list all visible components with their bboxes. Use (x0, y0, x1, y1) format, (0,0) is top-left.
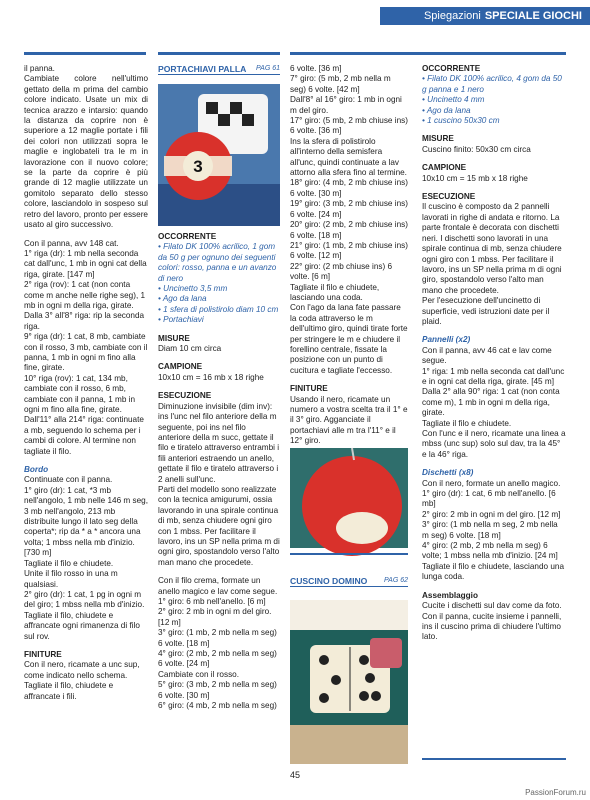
text: 1° giro (dr): 1 cat, *3 mb nell'angolo, 1 mb nelle 146 m seg, 3 mb nell'angolo, 213 mb distribuite lungo il lato seg della coperta*; rip da * a * ancora una volta; 1 mbss nella mb d'inizio. [730 m] (24, 485, 148, 558)
text: Tagliate il filo e chiudete. (24, 558, 114, 568)
text: Per l'esecuzione dell'uncinetto di superficie, vedi istruzioni date per il plaid. (422, 296, 550, 326)
text: 22° giro: (2 mb chiuse ins) 6 volte. [6 m] (290, 261, 393, 282)
section-title: CUSCINO DOMINO (290, 576, 368, 586)
material-item: • Filato DK 100% acrilico, 1 gom da 50 g per ognuno dei seguenti colori: rosso, panna e un avanzo di nero (158, 242, 277, 283)
heading-misure: MISURE (158, 333, 190, 343)
text: Tagliate il filo e chiudete. (422, 418, 512, 428)
text: Cambiate con il rosso. (158, 669, 239, 679)
photo-ball-closeup (290, 448, 408, 548)
text: Con il filo crema, formate un anello magico e lav come segue. (158, 576, 278, 596)
text: Continuate con il panna. (24, 475, 113, 485)
material-item: • 1 cuscino 50x30 cm (422, 116, 500, 126)
text: il panna. (24, 64, 55, 73)
text: Tagliate il filo e chiudete, lasciando una coda. (290, 282, 380, 302)
bottom-rule (422, 758, 566, 760)
material-item: • Filato DK 100% acrilico, 4 gom da 50 g panna e 1 nero (422, 74, 562, 94)
text: 19° giro: (3 mb, 2 mb chiuse ins) 6 volte. [24 m] (290, 199, 408, 219)
text: Diam 10 cm circa (158, 344, 222, 354)
text: 2° giro: 2 mb in ogni m del giro. [12 m] (422, 509, 561, 519)
material-item: • Uncinetto 4 mm (422, 95, 485, 105)
text: Il cuscino è composto da 2 pannelli lavorati in righe di andata e ritorno. La parte frontale è decorata con dischetti neri. I dischetti sono lavorati in una spirale continua di mb, senza chiudere ogni giro con 1 mbss. Per facilitare il lavoro, ins un SP nella prima m di ogni giro, spostandolo verso l'alto man mano che procedete. (422, 202, 562, 295)
heading-esecuzione: ESECUZIONE (158, 391, 212, 401)
text: 7° giro: (5 mb, 2 mb nella m seg) 6 volte. [42 m] (290, 74, 391, 94)
text: 6° giro: (4 mb, 2 mb nella m seg) (158, 701, 277, 711)
section-portachiavi (158, 64, 280, 75)
top-rule-mid (158, 52, 280, 55)
text: 3° giro: (1 mb nella m seg, 2 mb nella m seg) 6 volte. [18 m] (422, 520, 558, 540)
text: Con il nero, formate un anello magico. (422, 478, 561, 488)
heading-campione: CAMPIONE (158, 362, 203, 372)
heading-occorrente: OCCORRENTE (158, 232, 217, 241)
heading-campione: CAMPIONE (422, 163, 467, 173)
photo-ball-keychain (158, 84, 280, 226)
ball-number: 3 (193, 157, 203, 176)
text: 5° giro: (3 mb, 2 mb nella m seg) 6 volte. [30 m] (158, 680, 277, 700)
material-item: • 1 sfera di polistirolo diam 10 cm (158, 304, 279, 314)
page-ref: PAG 61 (256, 65, 280, 72)
text: 10° riga (rov): 1 cat, 134 mb, cambiate con il rosso, 6 mb, cambiate con il panna, 1 mb in ogni m fino alla fine, girate. (24, 373, 136, 414)
text: 17° giro: (5 mb, 2 mb chiuse ins) 6 volte. [36 m] (290, 116, 408, 136)
subheading-pannelli: Pannelli (x2) (422, 335, 471, 345)
text: 10x10 cm = 15 mb x 18 righe (422, 173, 528, 183)
page-ref: PAG 62 (384, 577, 408, 584)
subheading-bordo: Bordo (24, 465, 49, 475)
text: Con il nero, ricamate a unc sup, come indicato nello schema. Tagliate il filo, chiudete e affrancate i fili. (24, 660, 140, 701)
heading-misure: MISURE (422, 134, 454, 144)
text: Dalla 2° alla 90° riga: 1 cat (non conta come m), 1 mb in ogni m della riga, girate. (422, 387, 560, 418)
text: Ins la sfera di polistirolo all'interno della semisfera all'unc, quindi continuate a lav attorno alla sfera fino al termine. (290, 136, 407, 178)
heading-assemblaggio: Assemblaggio (422, 590, 478, 600)
page-number: 45 (289, 770, 300, 780)
text: 1° giro: 6 mb nell'anello. [6 m] (158, 597, 266, 606)
material-item: • Uncinetto 3,5 mm (158, 284, 228, 294)
text: 20° giro: (2 mb, 2 mb chiuse ins) 6 volte. [18 m] (290, 220, 408, 240)
banner-section: Spiegazioni (423, 10, 481, 22)
column-2-body (158, 232, 280, 762)
ball-closeup-svg (290, 448, 408, 548)
text: 4° giro: (2 mb, 2 mb nella m seg) 6 volte. [24 m] (158, 649, 277, 669)
top-rule-right (290, 52, 566, 55)
heading-finiture: FINITURE (290, 384, 328, 394)
material-item: • Portachiavi (158, 315, 204, 325)
text: Dalla 3° all'8° riga: rip la seconda riga. (24, 311, 145, 331)
text: Con il panna, avv 148 cat. (24, 238, 119, 248)
material-item: • Ago da lana (422, 105, 471, 115)
banner-title: SPECIALE GIOCHI (484, 10, 582, 22)
text: 18° giro: (4 mb, 2 mb chiuse ins) 6 volte. [30 m] (290, 178, 408, 198)
text: 2° riga (rov): 1 cat (non conta come m anche nelle righe seg), 1 mb in ogni m della riga, girate. (24, 280, 146, 310)
section-cuscino-domino (290, 576, 408, 587)
text: Diminuzione invisibile (dim inv): ins l'unc nel filo anteriore della m seguente, poi ins nel filo anteriore della m succ, gettate il filo e tiratelo attraverso entrambi i fili anteriori estraendo un anello, gettate il filo e tiratelo attraverso i 2 anelli sull'unc. (158, 401, 280, 484)
text: Cambiate colore nell'ultimo gettato della m prima del cambio colore indicato. Usate un mix di tecnica arazzo e intarsio: quando la distanza da coprire non è superiore a 12 maglie portate i fili dei colori non utilizzati sopra le maglie e inglobateli tra le m in lavorazione con il nuovo colore; se la parte da coprire è più grande di 12 maglie utilizzate un gomitolo separato dello stesso colore, lasciandolo in sospeso sul retro del lavoro, pronto per essere usato al giro successivo. (24, 74, 148, 230)
text: Unite il filo rosso in una m qualsiasi. (24, 569, 118, 589)
text: 10x10 cm = 16 mb x 18 righe (158, 372, 264, 382)
column-3-domino (290, 576, 408, 590)
domino-photo-svg (290, 600, 408, 764)
section-title: PORTACHIAVI PALLA (158, 64, 247, 74)
heading-finiture: FINITURE (24, 649, 62, 659)
column-1 (24, 64, 148, 701)
column-4 (422, 64, 566, 764)
text: 1° giro (dr): 1 cat, 6 mb nell'anello. [6 mb] (422, 489, 556, 509)
top-rule-left (24, 52, 146, 55)
text: Dall'8° al 16° giro: 1 mb in ogni m del giro. (290, 95, 402, 115)
ball-photo-svg (158, 84, 280, 226)
text: 2° giro (dr): 1 cat, 1 pg in ogni m del giro; 1 mbss nella mb d'inizio. Tagliate il filo, chiudete e affrancate ogni rimanenza di filo sul rov. (24, 589, 145, 641)
section-banner (380, 7, 590, 25)
divider-rule (290, 553, 408, 555)
text: 4° giro: (2 mb, 2 mb nella m seg) 6 volte; 1 mbss nella mb d'inizio. [24 m] (422, 541, 558, 561)
text: Con l'unc e il nero, ricamate una linea a mbss (unc sup) solo sul dav, tra la 45° e la 46° riga. (422, 429, 566, 459)
text: Usando il nero, ricamate un numero a vostra scelta tra il 1° e il 3° giro. Agganciate il portachiavi alle m tra l'11° e il 12° giro. (290, 394, 408, 446)
text: 2° giro: 2 mb in ogni m del giro. [12 m] (158, 607, 272, 627)
text: Con l'ago da lana fate passare la coda attraverso le m dell'ultimo giro, quindi tirate forte per stringere le m e chiudere il forellino centrale, fissate la posizione con un punto di cucitura e tagliate l'eccesso. (290, 303, 408, 375)
text: Dall'11° alla 214° riga: continuate a mb, seguendo lo schema per i cambi di colore. Al termine non tagliate il filo. (24, 415, 144, 456)
text: 6 volte. [36 m] (290, 64, 342, 73)
heading-esecuzione: ESECUZIONE (422, 192, 476, 202)
text: Parti del modello sono realizzate con la tecnica amigurumi, ossia lavorando in una spirale continua di mb, senza chiudere ogni giro con 1 mbss. Per facilitare il lavoro, ins un SP nella prima m di ogni giro, spostandolo verso l'alto man mano che procedete. (158, 484, 280, 567)
material-item: • Ago da lana (158, 294, 207, 304)
text: 1° riga (dr): 1 mb nella seconda cat dall'unc, 1 mb in ogni cat della riga, girate. [147 m] (24, 248, 147, 279)
text: 1° riga: 1 mb nella seconda cat dall'unc e in ogni cat della riga, girate. [45 m] (422, 366, 565, 386)
photo-domino-cushion (290, 600, 408, 764)
text: 9° riga (dr): 1 cat, 8 mb, cambiate con il rosso, 3 mb, cambiate con il panna, 1 mb in ogni m fino alla fine, girate. (24, 332, 148, 373)
text: 21° giro: (1 mb, 2 mb chiuse ins) 6 volte. [12 m] (290, 240, 408, 261)
text: Con il panna, avv 46 cat e lav come segue. (422, 345, 552, 366)
subheading-dischetti: Dischetti (x8) (422, 468, 474, 478)
text: Tagliate il filo e chiudete, lasciando una lunga coda. (422, 561, 565, 582)
column-3 (290, 64, 408, 444)
text: Cucite i dischetti sul dav come da foto. Con il panna, cucite insieme i pannelli, ins il cuscino prima di chiudere l'ultimo lato. (422, 601, 562, 642)
heading-occorrente: OCCORRENTE (422, 64, 481, 73)
text: Cuscino finito: 50x30 cm circa (422, 144, 531, 154)
text: 3° giro: (1 mb, 2 mb nella m seg) 6 volte. [18 m] (158, 628, 277, 648)
watermark: PassionForum.ru (525, 788, 586, 797)
